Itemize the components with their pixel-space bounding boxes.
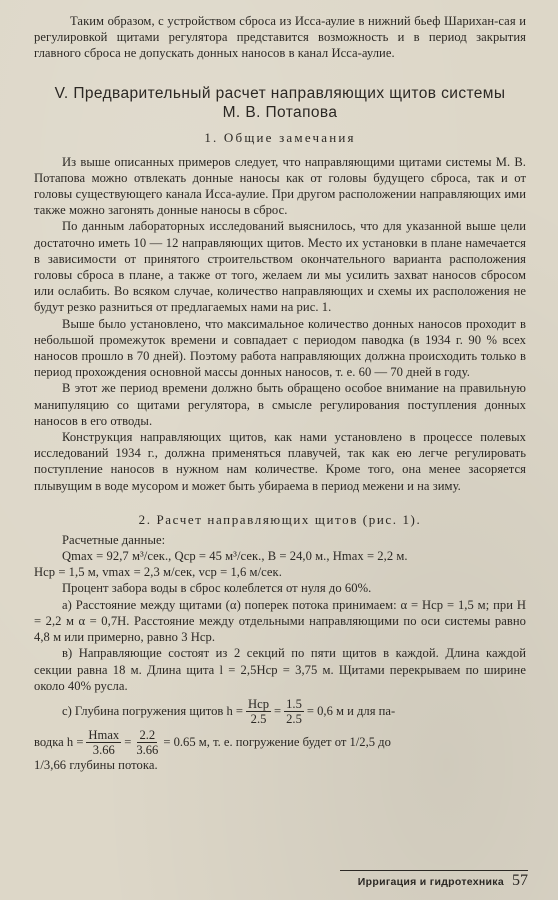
fraction-1-5-over-2-5	[284, 697, 304, 726]
calc-item-b: в) Направляющие состоят из 2 секций по пяти щитов в каждой. Длина каждой секции равна 18 м. Длина щита l = 2,5Hср = 3,75 м. Щитами перекрываем по ширине около 40% русла.	[34, 646, 526, 693]
fraction-hcp-over-2-5	[246, 697, 271, 726]
fraction-numerator: Hср	[248, 696, 270, 711]
fraction-denominator: 2.5	[250, 711, 267, 726]
fraction-denominator: 3.66	[136, 742, 159, 757]
calc-data-line2: Hср = 1,5 м, vmax = 2,3 м/сек, vср = 1,6 м/сек.	[34, 565, 282, 580]
paragraph-3: Выше было установлено, что максимальное количество донных наносов проходит в небольшой промежуток времени и совпадает с периодом паводка (в 1934 г. 90 % всех наносов прошло в 70 дней). Поэтому работа направляющих должна происходить только в период прохождения основной массы донных наносов, т. е. 60 — 70 дней в году.	[34, 316, 526, 380]
fraction-denominator: 2.5	[286, 711, 302, 726]
formula-row-2	[34, 728, 526, 757]
calc-item-a: а) Расстояние между щитами (α) поперек потока принимаем: α = Hср = 1,5 м; при H = 2,2 м α = 0,7H. Расстояние между отдельными направляющими по оси системы равно 4,8 м или примерно, равно 3 Hср.	[34, 597, 526, 645]
fraction-2-2-over-3-66	[134, 728, 160, 757]
section-heading	[34, 84, 526, 122]
paragraph-4: В этот же период времени должно быть обращено особое внимание на правильную манипуляцию со щитами регулятора, в смысле регулирования поступления донных наносов в его отводы.	[34, 381, 526, 428]
paragraph-2: По данным лабораторных исследований выяснилось, что для указанной выше цели достаточно иметь 10 — 12 направляющих щитов. Место их установки в плане намечается в зависимости от принятого строительством окончательного варианта расположения головы сброса в плане, а также от того, желаем ли мы усилить захват наносов сбросом или ослабить. Во всяком случае, количество направляющих и схемы их расположения не будут резко разниться от предлагаемых нами на рис. 1.	[34, 219, 526, 315]
paragraph-1: Из выше описанных примеров следует, что направляющими щитами системы М. В. Потапова можно отвлекать донные наносы как от головы будущего сброса, так и от головы существующего канала Исса-аулие. При другом расположении направляющих ими также можно загонять донные наносы в сброс.	[34, 154, 526, 218]
journal-name: Ирригация и гидротехника	[357, 876, 504, 888]
intro-paragraph: Таким образом, с устройством сброса из Исса-аулие в нижний бьеф Шарихан-сая и регулировкой щитами регулятора представится возможность и в период закрытия главного сброса не допускать донных наносов в канал Исса-аулие.	[34, 14, 526, 61]
formula-block	[34, 697, 526, 773]
fraction-numerator: 1.5	[286, 696, 302, 711]
calc-percent: Процент забора воды в сброс колеблется от нуля до 60%.	[62, 581, 372, 596]
fraction-denominator: 3.66	[92, 742, 115, 757]
equals-sign: =	[274, 704, 282, 719]
fraction-numerator: 2.2	[139, 727, 156, 742]
page-footer	[358, 872, 528, 890]
page-number: 57	[512, 872, 528, 889]
formula-c-end: = 0,6 м и для па-	[306, 704, 396, 719]
subsection-heading-general: 1. Общие замечания	[204, 129, 356, 145]
subsection-heading-calculation: 2. Расчет направляющих щитов (рис. 1).	[138, 511, 422, 527]
calc-label: Расчетные данные:	[62, 532, 166, 547]
formula-line3: 1/3,66 глубины потока.	[34, 757, 158, 772]
formula-line2-start: водка h =	[34, 735, 84, 750]
section-title-line2: М. В. Потапова	[222, 103, 338, 121]
footer-divider	[340, 870, 528, 871]
formula-row-1	[34, 697, 526, 726]
fraction-hmax-over-3-66	[86, 728, 121, 757]
equals-sign: =	[124, 735, 132, 750]
fraction-numerator: Hmax	[88, 727, 120, 742]
paragraph-5: Конструкция направляющих щитов, как нами установлено в процессе полевых исследований 1934 г., должна применяться плавучей, так как ею легче регулировать поступление наносов в нужном нам количестве. Кроме того, она менее засоряется плывущим в воде мусором и может быть убираема в период межени и на зиму.	[34, 430, 526, 493]
section-title-line1: V. Предварительный расчет направляющих щитов системы	[54, 84, 506, 102]
formula-line2-end: = 0.65 м, т. е. погружение будет от 1/2,5 до	[163, 735, 391, 750]
formula-c-start: с) Глубина погружения щитов h =	[62, 704, 244, 719]
calc-data-line1: Qmax = 92,7 м³/сек., Qср = 45 м³/сек., B = 24,0 м., Hmax = 2,2 м.	[62, 549, 408, 564]
